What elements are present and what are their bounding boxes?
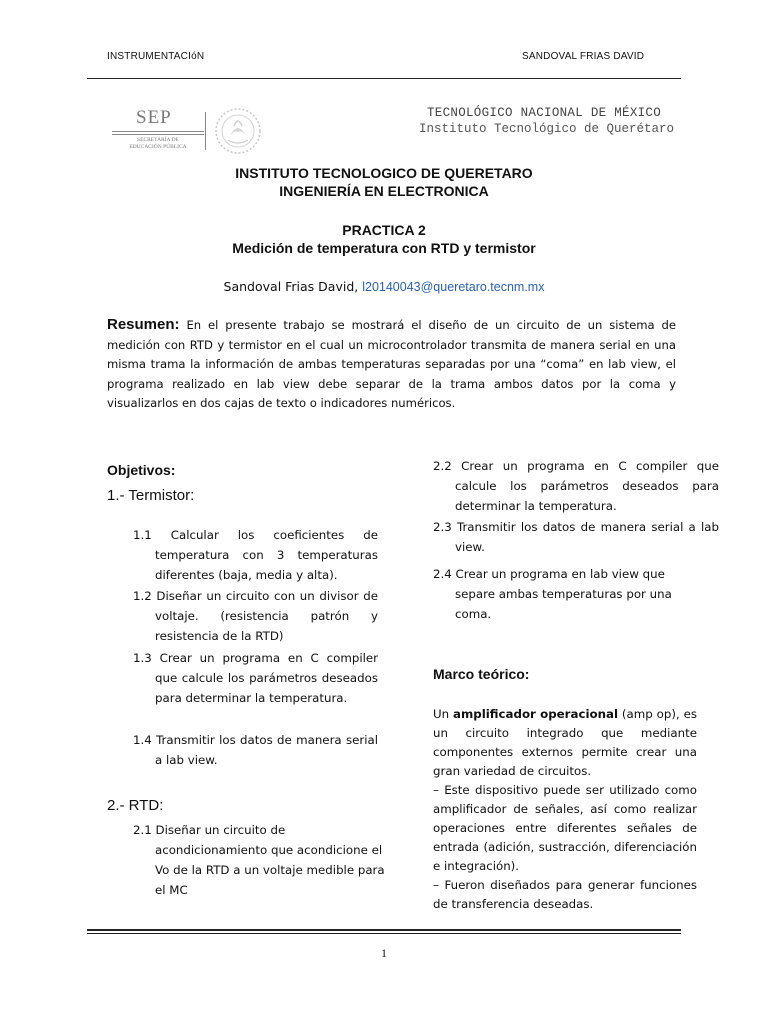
theory-p1-post: (amp op), es un circuito integrado que mediante componentes externos permite crear una gran variedad de circuitos. [433,707,697,778]
footer-rule-thick [87,929,681,931]
logo-divider [205,112,206,150]
theory-paragraph-1 [433,705,697,781]
abstract-text: En el presente trabajo se mostrará el diseño de un circuito de un sistema de medición con RTD y termistor en el cual un microcontrolador transmita de manera serial en una misma trama la información de ambas temperaturas separadas por una “coma” en lab view, el programa realizado en lab view debe separar de la trama ambos datos por la coma y visualizarlos en dos cajas de texto o indicadores numéricos. [107,318,676,410]
theory-p1-term: amplificador operacional [453,707,618,721]
objectives-heading: Objetivos: [107,462,176,478]
theory-paragraph-3: – Fueron diseñados para generar funciones de transferencia deseadas. [433,878,697,911]
footer-rule-thin [87,933,681,934]
objective-1-4: 1.4 Transmitir los datos de manera serial a lab view. [133,733,378,767]
sep-sub-1: SECRETARÍA DE [137,137,179,143]
objective-2-3: 2.3 Transmitir los datos de manera serial a lab view. [433,520,719,554]
running-header-left: INSTRUMENTACIóN [107,51,205,62]
tnm-subtitle: Instituto Tecnológico de Querétaro [419,122,675,136]
theory-p1-pre: Un [433,707,454,721]
header-rule [87,78,681,79]
national-seal-icon [214,106,262,156]
objective-2-1: 2.1 Diseñar un circuito de acondicionamiento que acondicione el Vo de la RTD a un voltaje medible para el MC [133,823,385,897]
theory-paragraph-2: – Este dispositivo puede ser utilizado como amplificador de señales, así como realizar operaciones entre diferentes señales de entrada (adición, sustracción, diferenciación e integración). [433,783,697,873]
author-line [0,279,768,294]
institute-title: INSTITUTO TECNOLOGICO DE QUERETARO [235,165,533,181]
objective-1-3: 1.3 Crear un programa en C compiler que calcule los parámetros deseados para determinar la temperatura. [133,651,378,705]
abstract-label: Resumen: [107,316,180,333]
theory-heading: Marco teórico: [433,666,530,682]
tnm-title: TECNOLÓGICO NACIONAL DE MÉXICO [427,106,662,120]
objective-2-2: 2.2 Crear un programa en C compiler que calcule los parámetros deseados para determinar la temperatura. [433,459,719,513]
practice-number: PRACTICA 2 [342,222,426,238]
running-header-right: SANDOVAL FRIAS DAVID [522,51,645,62]
rtd-heading: 2.- RTD: [107,797,164,814]
author-name: Sandoval Frias David, [223,279,363,294]
objective-2-4: 2.4 Crear un programa en lab view que separe ambas temperaturas por una coma. [433,567,672,621]
sep-logo [108,107,208,155]
objective-1-1: 1.1 Calcular los coeficientes de temperatura con 3 temperaturas diferentes (baja, media y alta). [133,528,378,582]
termistor-heading: 1.- Termistor: [107,487,195,504]
page-number: 1 [381,946,387,960]
sep-logo-text: SEP [136,107,172,128]
practice-title: Medición de temperatura con RTD y termistor [232,240,536,256]
abstract-paragraph [107,315,676,414]
author-email-link[interactable]: l20140043@queretaro.tecnm.mx [362,280,545,294]
sep-sub-2: EDUCACIÓN PÚBLICA [129,144,187,150]
career-title: INGENIERÍA EN ELECTRONICA [279,183,489,199]
objective-1-2: 1.2 Diseñar un circuito con un divisor de voltaje. (resistencia patrón y resistencia de la RTD) [133,589,378,643]
